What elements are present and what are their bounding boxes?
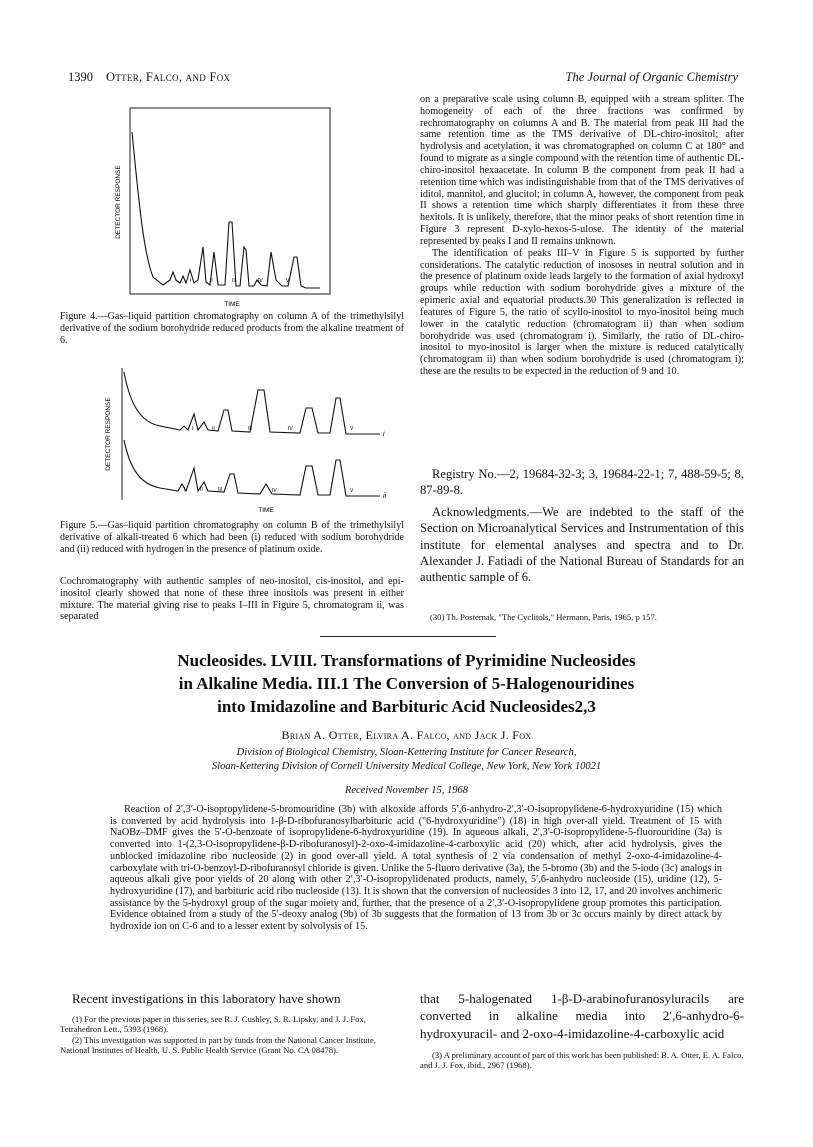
figure-5-trace-i xyxy=(124,372,380,434)
figure-5-trace-label: i xyxy=(383,431,385,438)
figure-5-top-peak-label: II xyxy=(212,426,215,432)
figure-4-peak-label: III xyxy=(232,278,237,284)
figure-4-x-label: TIME xyxy=(224,301,240,308)
figure-5-x-label: TIME xyxy=(258,507,274,514)
figure-4-caption: Figure 4.—Gas–liquid partition chromatography on column A of the trimethylsilyl derivative of the sodium borohydride reduced products from the alkaline treatment of 6. xyxy=(60,311,404,346)
figure-5-caption: Figure 5.—Gas–liquid partition chromatography on column B of the trimethylsilyl derivative of alkali-treated 6 which had been (i) reduced with sodium borohydride and (ii) reduced with hydrogen in the presence of platinum oxide. xyxy=(60,520,404,555)
figure-4-peak-label: V xyxy=(286,278,290,284)
figure-5-trace-label: ii xyxy=(383,493,387,500)
page-number: 1390 xyxy=(68,70,93,84)
affiliation: Division of Biological Chemistry, Sloan-Kettering Institute for Cancer Research, Sloan-Kettering Division of Cornell University Medical College, New York, New York 10021 xyxy=(211,747,602,772)
footnote-30: (30) Th. Posternak, "The Cyclitols," Hermann, Paris, 1965, p 157. xyxy=(430,612,657,622)
figure-5-trace-ii xyxy=(124,440,380,496)
figure-5-top-peak-label: V xyxy=(350,426,354,432)
intro-left: Recent investigations in this laboratory have shown xyxy=(72,991,341,1006)
left-column-text: Cochromatography with authentic samples of neo-inositol, cis-inositol, and epi-inositol clearly showed that none of these three inositols was present in either mixture. The material giving rise to peaks I–III in Figure 5, chromatogram ii, was separated xyxy=(60,576,404,623)
figure-4-peak-label: I xyxy=(190,278,192,284)
figure-4-chromatogram xyxy=(108,102,338,314)
paragraph: The identification of peaks III–V in Figure 5 is supported by further considerations. The catalytic reduction of inososes in neutral solution and in the presence of platinum oxide leads largely to the formation of axial hydroxyl groups while reduction with sodium borohydride gives a mixture of the epimeric axial and equatorial products.30 This generalization is reflected in features of Figure 5, the ratio of scyllo-inositol to myo-inositol being much lower in the catalytic reduction (chromatogram ii) than when sodium borohydride was used (chromatogram i). Similarly, the ratio of DL-chiro-inositol to myo-inositol is larger when the mixture is reduced catalytically (chromatogram ii) than when sodium borohydride is used (chromatogram i); these are the results to be expected in the reduction of 9 and 10. xyxy=(420,247,744,378)
footnote-3: (3) A preliminary account of part of this work has been published: B. A. Otter, E. A. Falco, and J. J. Fox, ibid., 2967 (1968). xyxy=(420,1050,744,1071)
figure-5-y-label: DETECTOR RESPONSE xyxy=(105,397,112,471)
article-authors: Brian A. Otter, Elvira A. Falco, and Jack J. Fox xyxy=(281,728,532,742)
figure-5-bottom-peak-label: II xyxy=(200,487,203,493)
figure-4-frame xyxy=(130,108,330,294)
article-title: Nucleosides. LVIII. Transformations of Pyrimidine Nucleosides in Alkaline Media. III.1 The Conversion of 5-Halogenouridines into Imidazoline and Barbituric Acid Nucleosides2,3 xyxy=(177,651,636,716)
figure-4-peak-label: IV xyxy=(258,278,263,284)
journal-title: The Journal of Organic Chemistry xyxy=(565,70,738,84)
registry-numbers: Registry No.—2, 19684-32-3; 3, 19684-22-1; 7, 488-59-5; 8, 87-89-8. xyxy=(420,467,744,498)
figure-4-y-label: DETECTOR RESPONSE xyxy=(115,165,122,239)
figure-5-bottom-peak-label: III xyxy=(218,487,223,493)
figure-4-peak-label: II xyxy=(210,278,213,284)
figure-5-bottom-peak-label: IV xyxy=(272,488,277,494)
figure-5-bottom-peak-label: I xyxy=(184,487,186,493)
figure-4-trace xyxy=(132,132,320,288)
figure-5-top-peak-label: IV xyxy=(288,426,293,432)
figure-5-top-peak-label: III xyxy=(248,426,253,432)
right-column xyxy=(420,94,744,378)
abstract: Reaction of 2′,3′-O-isopropylidene-5-bromouridine (3b) with alkoxide affords 5′,6-anhydro-2′,3′-O-isopropylidene-6-hydroxyuridine (15) which is converted by acid hydrolysis into 1-β-D-ribofuranosylbarbituric acid ("6-hydroxyuridine") (18) in high over-all yield. Treatment of 15 with NaOBz–DMF gives the 5′-O-benzoate of isopropylidene-6-hydroxyuridine (19). In aqueous alkali, 2′,3′-O-isopropylidene-5-fluorouridine (3a) is converted into 1-(2,3-O-isopropylidene-β-D-ribofuranosyl)-2-oxo-4-imidazoline-4-carboxylic acid (20) which, after acid hydrolysis, gives the unblocked imidazoline ribo nucleoside (2) in good over-all yield. A total synthesis of 2 via condensation of methyl 2-oxo-4-imidazoline-4-carboxylate with tri-O-benzoyl-D-ribofuranosyl chloride is given. Unlike the 5-fluoro derivative (3a), the 5-bromo (3b) and the 5-iodo (3c) analogs in aqueous alkali give poor yields of 20 along with other 2′,3′-O-isopropylidenated products, namely, 5′,6-anhydro nucleoside (15), uridine (12), 5-hydroxyuridine (17), and barbituric acid ribo nucleoside (13). It is shown that the conversion of nucleosides 3 into 12, 17, and 20 involves anchimeric assistance by the 5-hydroxyl group of the sugar moiety and, further, that the presence of a 2′,3′-O-isopropylidene group promotes this participation. Evidence obtained from a study of the 5′-deoxy analog (9b) of 3b suggests that the formation of 13 from 3b or 3c occurs mainly by direct attack by hydroxide ion on C-6 and to a lesser extent by solvolysis of 15. xyxy=(110,804,722,933)
figure-5-bottom-peak-label: V xyxy=(350,488,354,494)
acknowledgments: Acknowledgments.—We are indebted to the staff of the Section on Microanalytical Services and Instrumentation of this institute for elemental analyses and spectra and to Dr. Alexander J. Fatiadi of the National Bureau of Standards for an authentic sample of 6. xyxy=(420,505,744,585)
running-authors: Otter, Falco, and Fox xyxy=(106,70,231,84)
footnotes-left: (1) For the previous paper in this series, see R. J. Cushley, S. R. Lipsky, and J. J. Fox, Tetrahedron Lett., 5393 (1968). (2) This investigation was supported in part by funds from the National Cancer Institute, National Institutes of Health, U. S. Public Health Service (Grant No. CA 08478). xyxy=(60,1014,376,1055)
divider xyxy=(320,636,496,637)
figure-5-top-peak-label: I xyxy=(192,426,194,432)
paragraph: on a preparative scale using column B, equipped with a stream splitter. The homogeneity of each of the three fractions was confirmed by rechromatography on columns A and B. The material from peak III had the same retention time as the TMS derivative of DL-chiro-inositol; after hydrolysis and acetylation, it was chromatographed on column C at 180° and found to migrate as a single compound with the retention time of authentic DL-chiro-inositol hexaacetate. In column B the component from peak II had a retention time which was indistinguishable from that of the TMS derivatives of iditol, mannitol, and glucitol; in column A, however, the component from peak II shows a retention time which sharply differentiates it from these three hexitols. It is unlikely, therefore, that the minor peaks of short retention time in Figure 3 represent D-xylo-hexos-5-ulose. The identity of the material represented by peaks I and II remains unknown. xyxy=(420,94,744,247)
received-date: Received November 15, 1968 xyxy=(344,785,469,796)
intro-right: that 5-halogenated 1-β-D-arabinofuranosyluracils are converted in alkaline media into 2′,6-anhydro-6-hydroxyuracil- and 2-oxo-4-imidazoline-4-carboxylic acid xyxy=(420,991,744,1041)
figure-5-chromatogram xyxy=(100,364,410,516)
